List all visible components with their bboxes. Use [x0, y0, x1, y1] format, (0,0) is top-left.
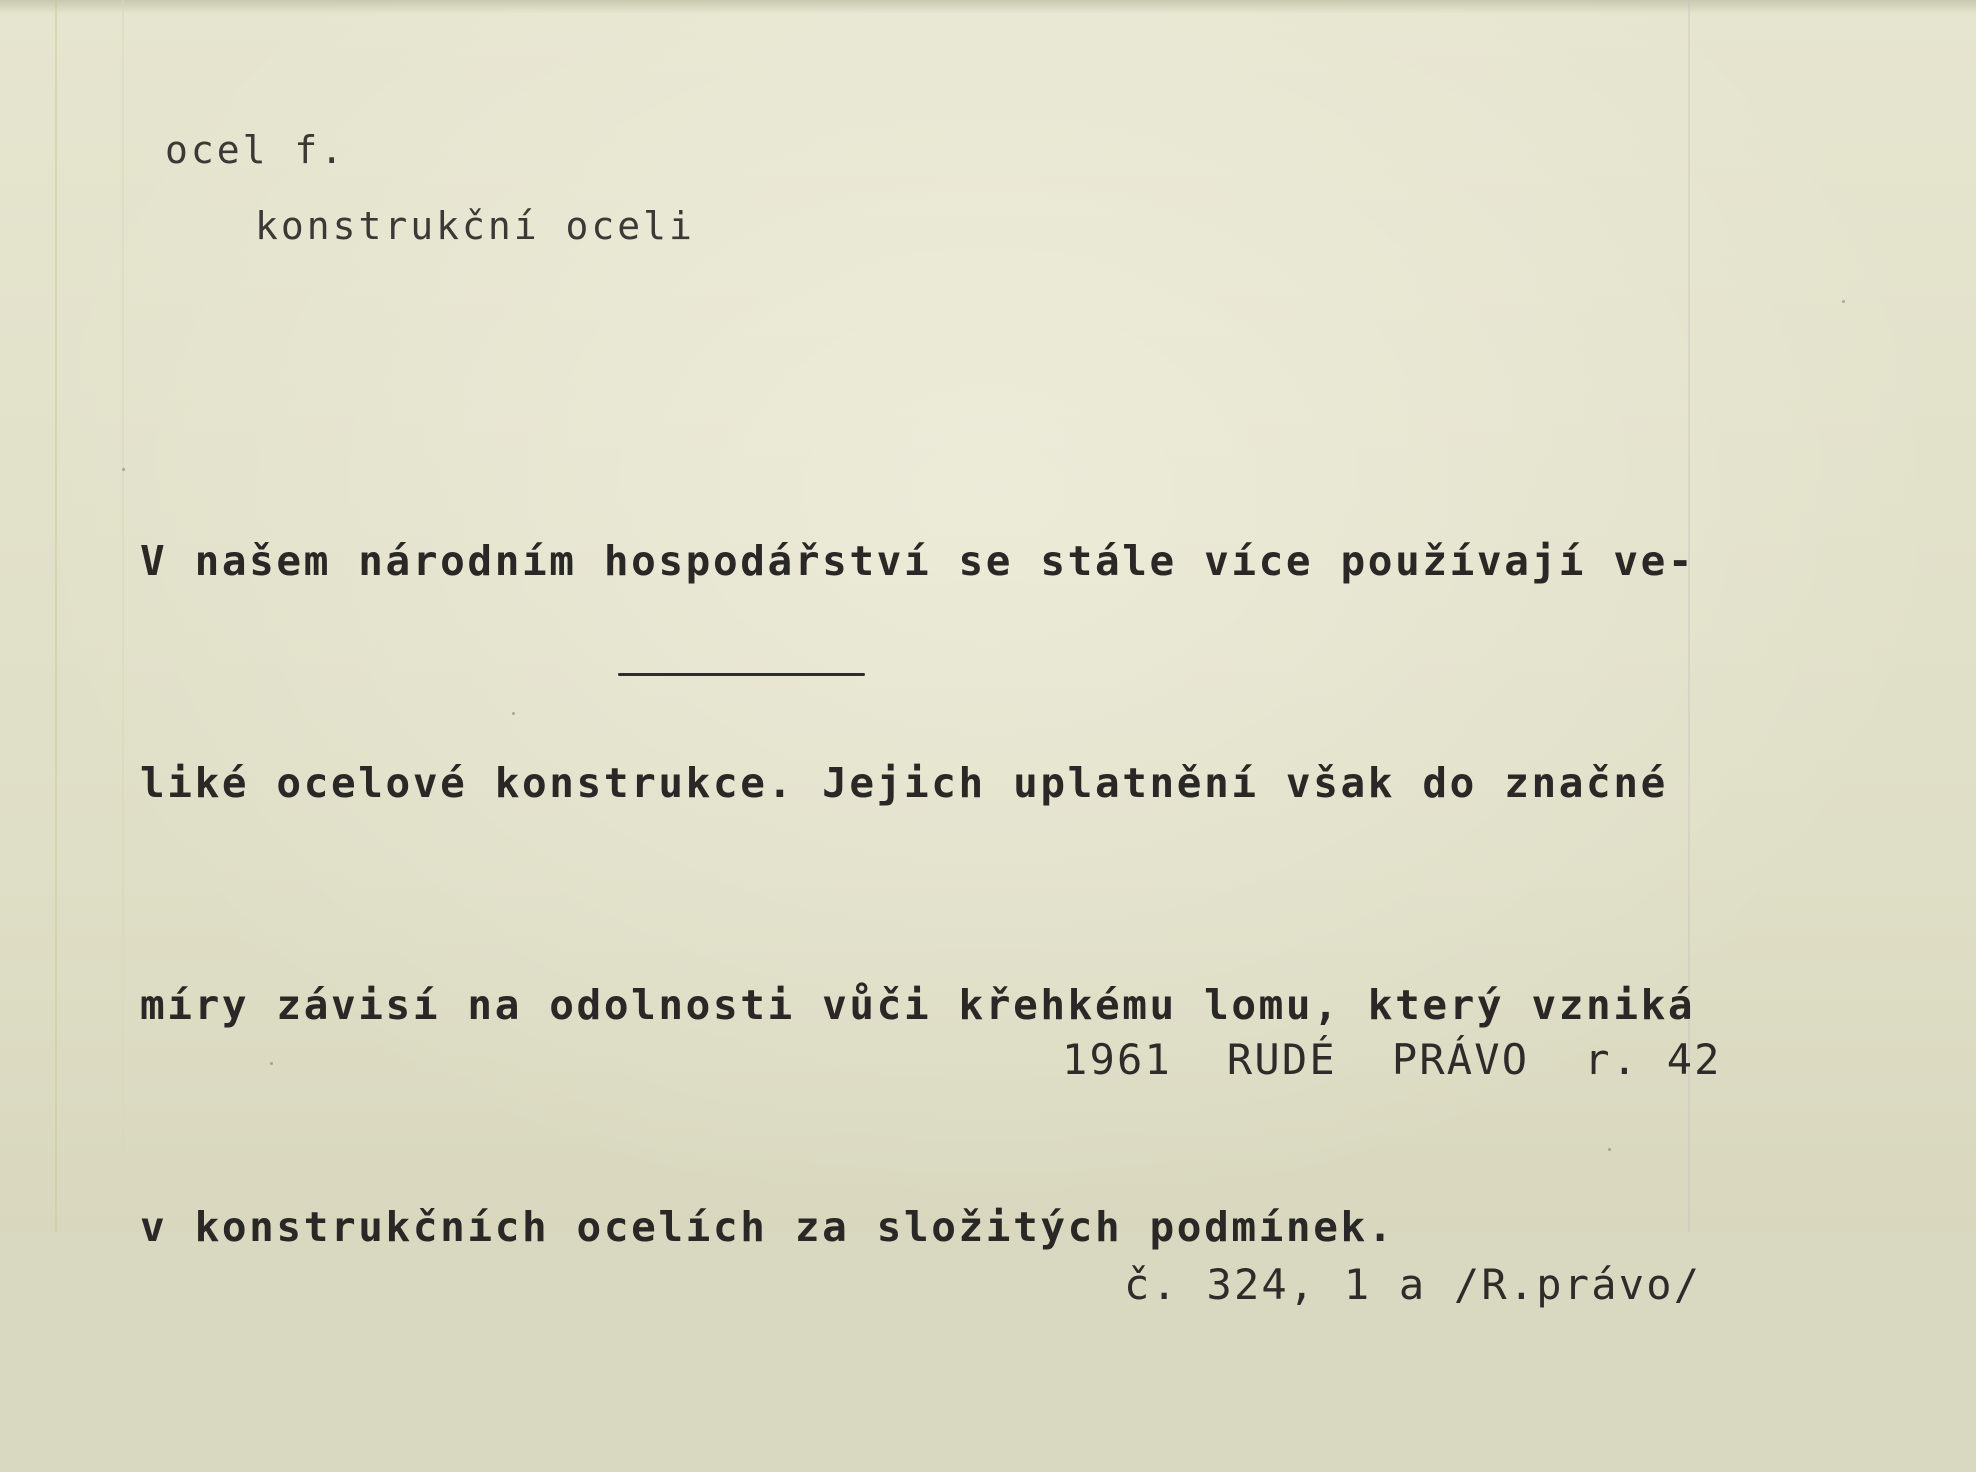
- margin-line-inner: [122, 0, 124, 1232]
- headword: ocel f.: [165, 128, 347, 172]
- example-line-3: míry závisí na odolnosti vůči křehkému lomu, který vzniká: [140, 981, 1696, 1029]
- source-line-1: 1961 RUDÉ PRÁVO r. 42: [1062, 1035, 1722, 1084]
- source-citation: [1062, 872, 1722, 1472]
- paper-speck: [1608, 1148, 1611, 1151]
- example-line-4: v konstrukčních ocelích za složitých podmínek.: [140, 1203, 1396, 1251]
- example-line-1: V našem národním hospodářství se stále více používají ve-: [140, 537, 1696, 585]
- source-line-2: č. 324, 1 a /R.právo/: [1124, 1260, 1702, 1309]
- paper-speck: [512, 712, 515, 715]
- paper-speck: [1842, 300, 1845, 303]
- margin-line-left: [55, 0, 57, 1232]
- paper-speck: [122, 468, 125, 471]
- example-line-2: liké ocelové konstrukce. Jejich uplatnění však do značné: [140, 759, 1668, 807]
- collocation: konstrukční oceli: [255, 204, 695, 248]
- paper-speck: [270, 1062, 273, 1065]
- headword-underline: [618, 673, 865, 676]
